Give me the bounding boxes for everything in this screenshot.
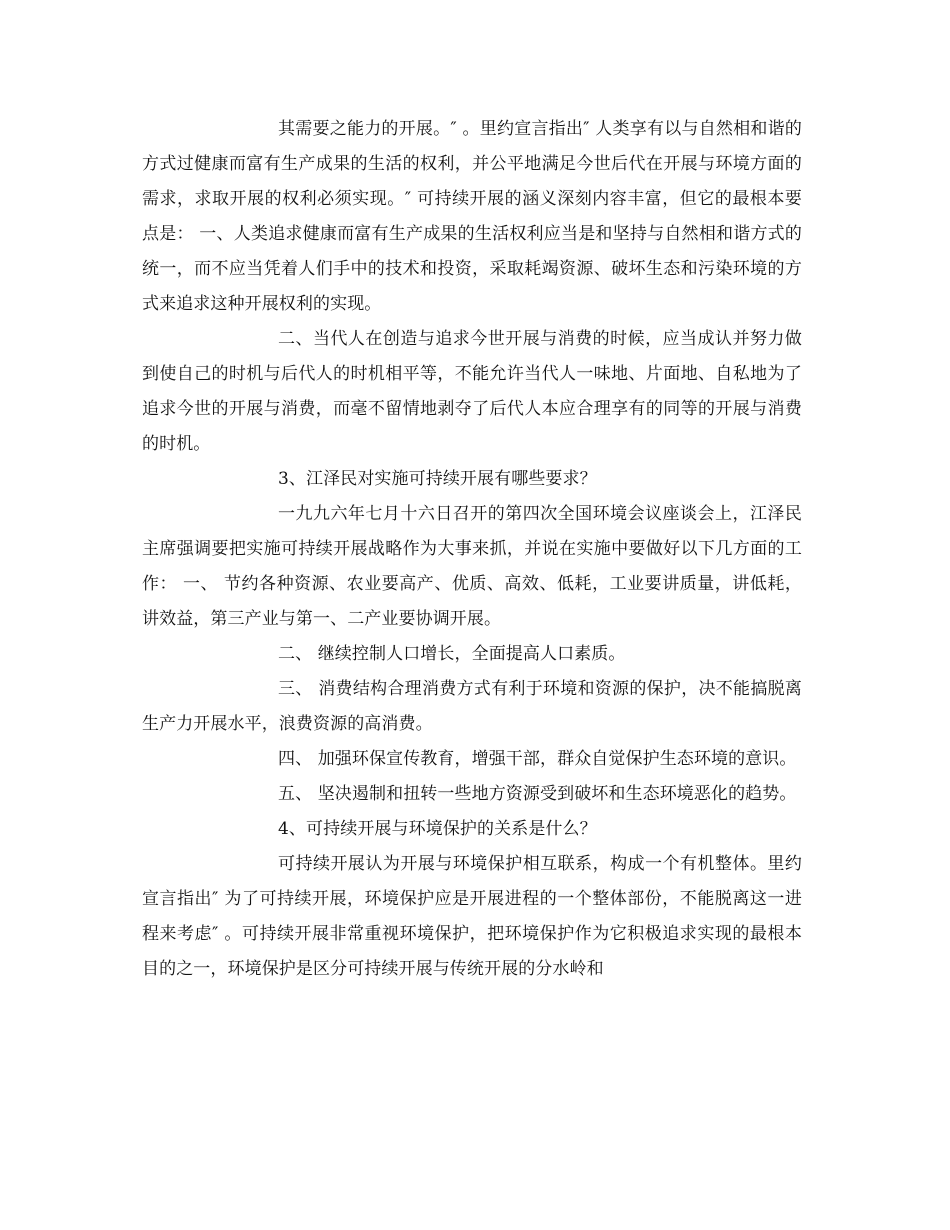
list-item-5: 五、 坚决遏制和扭转一些地方资源受到破坏和生态环境恶化的趋势。 bbox=[278, 784, 797, 804]
paragraph-4: 可持续开展认为开展与环境保护相互联系，构成一个有机整体。里约宣言指出″ 为了可持续开展，环境保护应是开展进程的一个整体部份，不能脱离这一进程来考虑″ 。可持续开展非常重视环境保护，把环境保护作为它积极追求实现的最根本目的之一，环境保护是区分可持续开展与传统开展的分水岭和 bbox=[142, 854, 802, 979]
section-heading-4: 4、可持续开展与环境保护的关系是什么？ bbox=[278, 819, 597, 839]
list-item-4: 四、 加强环保宣传教育，增强干部，群众自觉保护生态环境的意识。 bbox=[278, 749, 797, 769]
paragraph-3: 一九九六年七月十六日召开的第四次全国环境会议座谈会上，江泽民主席强调要把实施可持续开展战略作为大事来抓，并说在实施中要做好以下几方面的工作： 一、 节约各种资源、农业要高产、优质、高效、低耗，工业要讲质量，讲低耗，讲效益，第三产业与第一、二产业要协调开展。 bbox=[142, 504, 802, 629]
document-body bbox=[142, 112, 802, 987]
list-item-3: 三、 消费结构合理消费方式有利于环境和资源的保护，决不能搞脱离生产力开展水平，浪费资源的高消费。 bbox=[142, 679, 802, 734]
paragraph-1: 其需要之能力的开展。″ 。里约宣言指出″ 人类享有以与自然相和谐的方式过健康而富有生产成果的生活的权利，并公平地满足今世后代在开展与环境方面的需求，求取开展的权利必须实现。″ 可持续开展的涵义深刻内容丰富，但它的最根本要点是： 一、人类追求健康而富有生产成果的生活权利应当是和坚持与自然相和谐方式的统一，而不应当凭着人们手中的技术和投资，采取耗竭资源、破坏生态和污染环境的方式来追求这种开展权利的实现。 bbox=[142, 119, 802, 314]
list-item-2: 二、 继续控制人口增长，全面提高人口素质。 bbox=[278, 644, 626, 664]
paragraph-2: 二、当代人在创造与追求今世开展与消费的时候，应当成认并努力做到使自己的时机与后代人的时机相平等，不能允许当代人一味地、片面地、自私地为了追求今世的开展与消费，而毫不留情地剥夺了后代人本应合理享有的同等的开展与消费的时机。 bbox=[142, 329, 802, 454]
section-heading-3: 3、江泽民对实施可持续开展有哪些要求？ bbox=[278, 469, 597, 489]
